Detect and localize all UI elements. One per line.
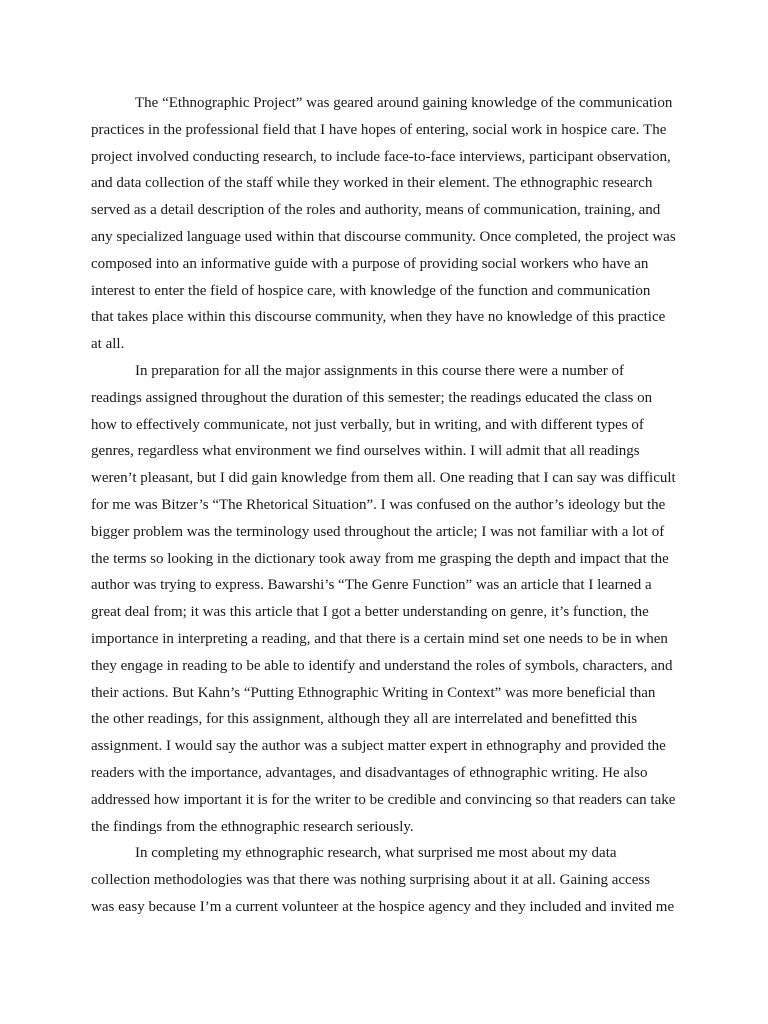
text-line: addressed how important it is for the writer to be credible and convincing so that readers can take: [91, 791, 676, 808]
text-line: assignment. I would say the author was a subject matter expert in ethnography and provided the: [91, 738, 666, 755]
text-line: and data collection of the staff while they worked in their element. The ethnographic research: [91, 175, 653, 192]
text-line: any specialized language used within that discourse community. Once completed, the project was: [91, 228, 676, 245]
text-line: bigger problem was the terminology used throughout the article; I was not familiar with a lot of: [91, 523, 665, 540]
paragraph: [91, 358, 691, 840]
text-line: The “Ethnographic Project” was geared around gaining knowledge of the communication: [135, 95, 673, 111]
text-line: was easy because I’m a current volunteer at the hospice agency and they included and invited me: [91, 898, 675, 915]
text-line: great deal from; it was this article that I got a better understanding on genre, it’s function, the: [91, 604, 649, 621]
text-line: composed into an informative guide with a purpose of providing social workers who have an: [91, 255, 649, 272]
text-line: that takes place within this discourse community, when they have no knowledge of this practice: [91, 309, 666, 326]
paragraph: [91, 90, 691, 358]
text-line: the other readings, for this assignment, although they all are interrelated and benefitted this: [91, 711, 638, 728]
text-line: they engage in reading to be able to identify and understand the roles of symbols, characters, and: [91, 657, 673, 674]
text-line: their actions. But Kahn’s “Putting Ethnographic Writing in Context” was more beneficial than: [91, 684, 656, 701]
paragraph: [91, 840, 691, 920]
text-line: project involved conducting research, to include face-to-face interviews, participant observation,: [91, 148, 671, 165]
text-line: readers with the importance, advantages, and disadvantages of ethnographic writing. He also: [91, 764, 648, 781]
text-line: interest to enter the field of hospice care, with knowledge of the function and communication: [91, 282, 651, 299]
text-line: In preparation for all the major assignments in this course there were a number of: [135, 362, 625, 379]
text-line: readings assigned throughout the duration of this semester; the readings educated the class on: [91, 389, 653, 406]
text-line: how to effectively communicate, not just verbally, but in writing, and with different types of: [91, 416, 644, 433]
document-body: [91, 90, 691, 921]
text-line: weren’t pleasant, but I did gain knowledge from them all. One reading that I can say was difficult: [91, 470, 676, 487]
text-line: collection methodologies was that there was nothing surprising about it at all. Gaining access: [91, 872, 651, 889]
text-line: served as a detail description of the roles and authority, means of communication, training, and: [91, 202, 661, 219]
text-line: the terms so looking in the dictionary took away from me grasping the depth and impact that the: [91, 550, 669, 567]
text-line: genres, regardless what environment we find ourselves within. I will admit that all readings: [91, 443, 640, 460]
text-line: importance in interpreting a reading, and that there is a certain mind set one needs to be in when: [91, 630, 668, 647]
text-line: In completing my ethnographic research, what surprised me most about my data: [135, 845, 617, 862]
text-line: for me was Bitzer’s “The Rhetorical Situation”. I was confused on the author’s ideology but the: [91, 496, 666, 513]
text-line: at all.: [91, 336, 125, 353]
text-line: the findings from the ethnographic research seriously.: [91, 818, 414, 835]
text-line: practices in the professional field that I have hopes of entering, social work in hospice care. The: [91, 121, 667, 138]
text-line: author was trying to express. Bawarshi’s “The Genre Function” was an article that I learned a: [91, 577, 652, 594]
